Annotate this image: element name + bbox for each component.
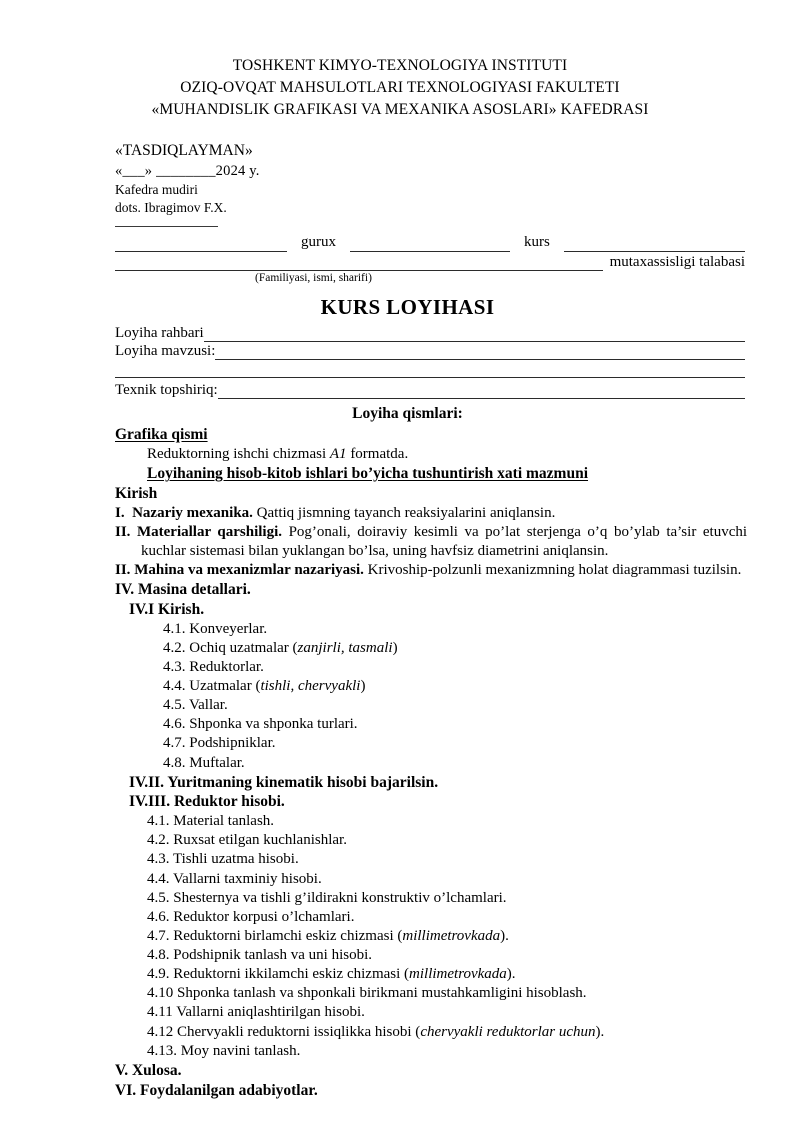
sections-list: [115, 504, 747, 581]
approval-name: dots. Ibragimov F.X.: [115, 199, 227, 215]
list-item: 4.5. Vallar.: [163, 697, 228, 714]
list-item: 4.7. Reduktorni birlamchi eskiz chizmasi (millimetrovkada).: [147, 927, 509, 944]
supervisor-label: Loyiha rahbari: [115, 325, 204, 342]
faculty-name: OZIQ-OVQAT MAHSULOTLARI TEXNOLOGIYASI FAKULTETI: [180, 79, 620, 96]
department-name: «MUHANDISLIK GRAFIKASI VA MEXANIKA ASOSLARI» KAFEDRASI: [151, 101, 649, 118]
institution-header: [115, 55, 685, 121]
list-item: 4.8. Podshipnik tanlash va uni hisobi.: [147, 947, 372, 964]
topic-continuation-rule[interactable]: [115, 377, 745, 378]
graphics-item: Reduktorning ishchi chizmasi A1 formatda.: [147, 446, 409, 463]
student-name-caption: (Familiyasi, ismi, sharifi): [255, 272, 372, 285]
list-item: 4.5. Shesternya va tishli g’ildirakni konstruktiv o’lchamlari.: [147, 889, 507, 906]
list-item: 4.9. Reduktorni ikkilamchi eskiz chizmasi (millimetrovkada).: [147, 966, 516, 983]
document-title: KURS LOYIHASI: [320, 295, 495, 320]
list-item: 4.1. Konveyerlar.: [163, 620, 268, 637]
approval-role: Kafedra mudiri: [115, 181, 198, 197]
student-specialty-row: [115, 253, 745, 272]
course-blank[interactable]: [564, 238, 745, 252]
list-item: 4.1. Material tanlash.: [147, 813, 275, 830]
part4-sub2-heading: IV.II. Yuritmaning kinematik hisobi bajarilsin.: [129, 773, 439, 791]
parts-heading: Loyiha qismlari:: [352, 405, 463, 423]
list-item: 4.13. Moy navini tanlash.: [147, 1042, 301, 1059]
part4-sub1-heading: IV.I Kirish.: [129, 600, 205, 618]
group-blank[interactable]: [350, 238, 510, 252]
approval-date-line: «___» ________2024 y.: [115, 162, 260, 179]
list-item: 4.3. Reduktorlar.: [163, 658, 264, 675]
approval-block: [115, 141, 745, 227]
list-item: 4.11 Vallarni aniqlashtirilgan hisobi.: [147, 1004, 365, 1021]
name-blank[interactable]: [115, 238, 287, 252]
list-item: 4.10 Shponka tanlash va shponkali birikmani mustahkamligini hisoblash.: [147, 985, 587, 1002]
student-group-row: [115, 233, 745, 252]
intro-heading: Kirish: [115, 484, 158, 502]
part4-heading: IV. Masina detallari.: [115, 581, 251, 599]
supervisor-row: [115, 325, 745, 342]
list-item: 4.12 Chervyakli reduktorni issiqlikka hisobi (chervyakli reduktorlar uchun).: [147, 1023, 605, 1040]
list-item: 4.2. Ruxsat etilgan kuchlanishlar.: [147, 832, 347, 849]
part4-sub3-list: [115, 812, 747, 1061]
references-heading: VI. Foydalanilgan adabiyotlar.: [115, 1081, 318, 1099]
list-item: 4.8. Muftalar.: [163, 754, 245, 771]
list-item: 4.6. Shponka va shponka turlari.: [163, 716, 358, 733]
topic-label: Loyiha mavzusi:: [115, 343, 216, 360]
task-label: Texnik topshiriq:: [115, 382, 218, 399]
supervisor-blank[interactable]: [204, 328, 745, 342]
group-label: gurux: [301, 233, 336, 250]
list-item: 4.3. Tishli uzatma hisobi.: [147, 851, 299, 868]
list-item: 4.2. Ochiq uzatmalar (zanjirli, tasmali): [163, 639, 398, 656]
section-item: II. Mahina va mexanizmlar nazariyasi. Krivoship-polzunli mexanizmning holat diagrammasi tuzilsin.: [115, 562, 742, 579]
specialty-label: mutaxassisligi talabasi: [609, 253, 745, 270]
task-blank[interactable]: [218, 385, 745, 399]
specialty-blank[interactable]: [115, 257, 603, 271]
list-item: 4.6. Reduktor korpusi o’lchamlari.: [147, 908, 355, 925]
graphics-heading: Grafika qismi: [115, 426, 208, 444]
course-label: kurs: [524, 233, 550, 250]
list-item: 4.4. Uzatmalar (tishli, chervyakli): [163, 678, 366, 695]
task-row: [115, 382, 745, 399]
content-body: [115, 425, 747, 1100]
signature-rule: [115, 226, 218, 227]
part4-sub3-heading: IV.III. Reduktor hisobi.: [129, 793, 285, 811]
explanatory-note-heading: Loyihaning hisob-kitob ishlari bo’yicha tushuntirish xati mazmuni: [147, 465, 589, 483]
section-item: II. Materiallar qarshiligi. Pog’onali, doiraviy kesimli va po’lat sterjenga o’q bo’ylab ta’sir etuvchi kuchlar sistemasi bilan yuklangan bo’lsa, uning havfsiz diametrini aniqlansin.: [115, 523, 748, 559]
topic-blank[interactable]: [215, 346, 745, 360]
conclusion-heading: V. Xulosa.: [115, 1061, 182, 1079]
list-item: 4.7. Podshipniklar.: [163, 735, 276, 752]
approval-title: «TASDIQLAYMAN»: [115, 142, 253, 159]
topic-row: [115, 343, 745, 360]
section-item: I. Nazariy mexanika. Qattiq jismning tayanch reaksiyalarini aniqlansin.: [115, 504, 556, 521]
institute-name: TOSHKENT KIMYO-TEXNOLOGIYA INSTITUTI: [232, 57, 568, 74]
part4-sub1-list: [115, 620, 747, 773]
list-item: 4.4. Vallarni taxminiy hisobi.: [147, 870, 322, 887]
